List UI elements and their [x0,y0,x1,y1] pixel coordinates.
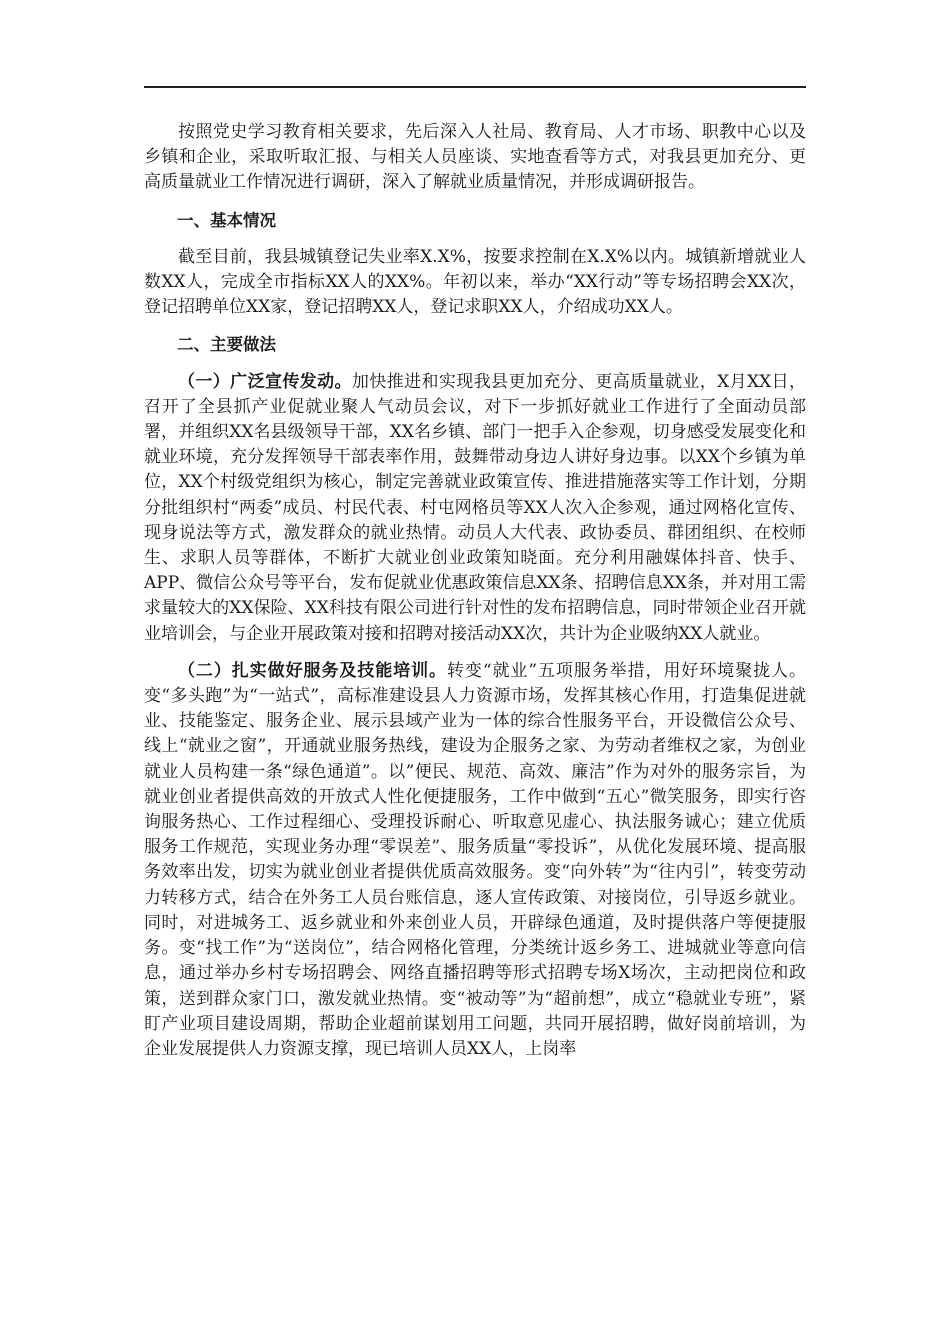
header-rule [144,86,806,88]
section-heading-main-practices: 二、主要做法 [177,335,276,355]
practice-paragraph-service-training [144,659,806,1062]
subheading-publicity: （一）广泛宣传发动。 [178,371,352,392]
section-heading-basic-situation: 一、基本情况 [177,210,276,230]
publicity-text: 加快推进和实现我县更加充分、更高质量就业，X月XX日，召开了全县抓产业促就业聚人气动员会议，对下一步抓好就业工作进行了全面动员部署，并组织XX名县级领导干部，XX名乡镇、部门一把手入企参观，切身感受发展变化和就业环境，充分发挥领导干部表率作用，鼓舞带动身边人讲好身边事。以XX个乡镇为单位，XX个村级党组织为核心，制定完善就业政策宣传、推进措施落实等工作计划，分期分批组织村“两委”成员、村民代表、村屯网格员等XX人次入企参观，通过网格化宣传、现身说法等方式，激发群众的就业热情。动员人大代表、政协委员、群团组织、在校师生、求职人员等群体，不断扩大就业创业政策知晓面。充分利用融媒体抖音、快手、APP、微信公众号等平台，发布促就业优惠政策信息XX条、招聘信息XX条，并对用工需求量较大的XX保险、XX科技有限公司进行针对性的发布招聘信息，同时带领企业召开就业培训会，与企业开展政策对接和招聘对接活动XX次，共计为企业吸纳XX人就业。 [144,371,807,644]
practice-paragraph-publicity [144,370,806,647]
subheading-service-training: （二）扎实做好服务及技能培训。 [178,660,447,681]
basic-situation-paragraph: 截至目前，我县城镇登记失业率X.X%，按要求控制在X.X%以内。城镇新增就业人数XX人，完成全市指标XX人的XX%。年初以来，举办“XX行动”等专场招聘会XX次，登记招聘单位XX家，登记招聘XX人，登记求职XX人，介绍成功XX人。 [144,246,806,318]
document-body [144,120,806,1074]
service-training-text: 转变“就业”五项服务举措，用好环境聚拢人。变“多头跑”为“一站式”，高标准建设县人力资源市场，发挥其核心作用，打造集促进就业、技能鉴定、服务企业、展示县域产业为一体的综合性服务平台，开设微信公众号、线上“就业之窗”，开通就业服务热线，建设为企服务之家、为劳动者维权之家，为创业就业人员构建一条“绿色通道”。以”便民、规范、高效、廉洁”作为对外的服务宗旨，为就业创业者提供高效的开放式人性化便捷服务，工作中做到“五心”微笑服务，即实行咨询服务热心、工作过程细心、受理投诉耐心、听取意见虚心、执法服务诚心；建立优质服务工作规范，实现业务办理“零误差”、服务质量“零投诉”，从优化发展环境、提高服务效率出发，切实为就业创业者提供优质高效服务。变“向外转”为“往内引”，转变劳动力转移方式，结合在外务工人员台账信息，逐人宣传政策、对接岗位，引导返乡就业。同时，对进城务工、返乡就业和外来创业人员，开辟绿色通道，及时提供落户等便捷服务。变“找工作”为“送岗位”，结合网格化管理，分类统计返乡务工、进城就业等意向信息，通过举办乡村专场招聘会、网络直播招聘等形式招聘专场X场次，主动把岗位和政策，送到群众家门口，激发就业热情。变“被动等”为“超前想”，成立“稳就业专班”，紧盯产业项目建设周期，帮助企业超前谋划用工问题，共同开展招聘，做好岗前培训，为企业发展提供人力资源支撑，现已培训人员XX人，上岗率 [144,660,806,1059]
intro-paragraph: 按照党史学习教育相关要求，先后深入人社局、教育局、人才市场、职教中心以及乡镇和企业，采取听取汇报、与相关人员座谈、实地查看等方式，对我县更加充分、更高质量就业工作情况进行调研，深入了解就业质量情况，并形成调研报告。 [144,122,806,193]
